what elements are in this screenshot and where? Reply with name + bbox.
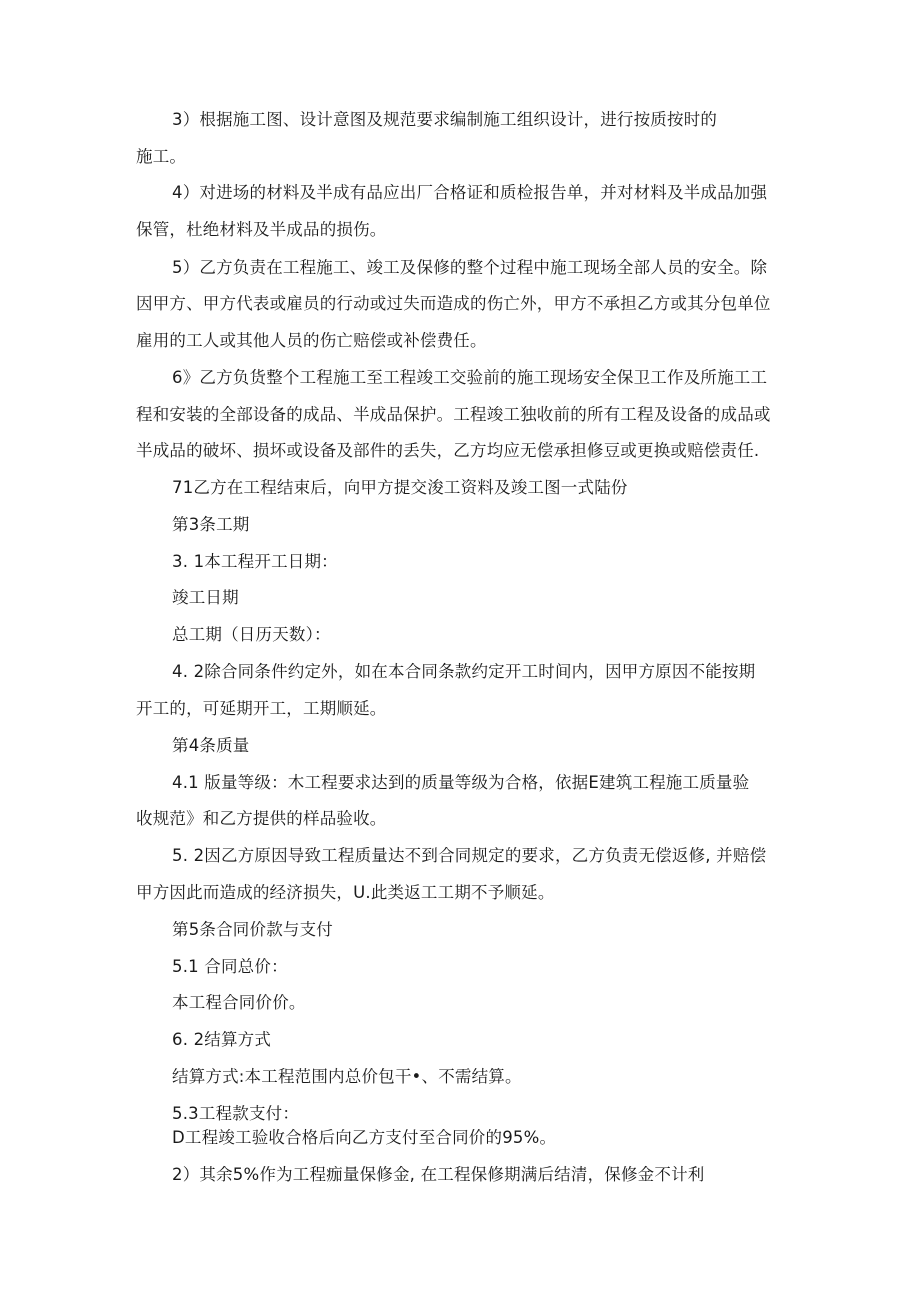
text-line: 本工程合同价价。	[172, 993, 306, 1012]
text-line: 5. 2因乙方原因导致工程质量达不到合同规定的要求，乙方负责无偿返修, 并赔偿	[172, 846, 767, 865]
text-line: 施工。	[136, 147, 187, 166]
text-line: 6. 2结算方式	[172, 1030, 272, 1049]
text-line: 5.3工程款支付：	[172, 1104, 300, 1123]
text-line: 因甲方、甲方代表或雇员的行动或过失而造成的伤亡外，甲方不承担乙方或其分包单位	[136, 294, 771, 313]
text-line: 3. 1本工程开工日期：	[172, 552, 338, 571]
section-heading: 第5条合同价款与支付	[172, 920, 333, 939]
text-line: 程和安装的全部设备的成品、半成品保护。工程竣工独收前的所有工程及设备的成品或	[136, 405, 771, 424]
text-line: 保管，杜绝材料及半成品的损伤。	[136, 220, 387, 239]
text-line: 半成品的破坏、损坏或设备及部件的丢失，乙方均应无偿承担修豆或更换或赔偿责任.	[136, 441, 760, 460]
text-line: 开工的，可延期开工，工期顺延。	[136, 699, 387, 718]
text-line: 6》乙方负货整个工程施工至工程竣工交验前的施工现场安全保卫工作及所施工工	[172, 368, 768, 387]
text-line: 结算方式:本工程范围内总价包干•、不需结算。	[172, 1067, 522, 1086]
text-line: 2）其余5%作为工程痂量保修金, 在工程保修期满后结清，保修金不计利	[172, 1165, 705, 1184]
text-line: 竣工日期	[172, 588, 239, 607]
text-line: 收规范》和乙方提供的样品验收。	[136, 809, 387, 828]
text-line: 雇用的工人或其他人员的伤亡赔偿或补偿费任。	[136, 331, 487, 350]
text-line: 4）对进场的材料及半成有品应出厂合格证和质检报告单，并对材料及半成品加强	[172, 183, 768, 202]
text-line: 4. 2除合同条件约定外，如在本合同条款约定开工时间内，因甲方原因不能按期	[172, 662, 756, 681]
text-line: 4.1 版量等级：木工程要求达到的质量等级为合格，依据E建筑工程施工质量验	[172, 773, 750, 792]
text-line: 甲方因此而造成的经济损失，U.此类返工工期不予顺延。	[136, 883, 555, 902]
section-heading: 第3条工期	[172, 515, 250, 534]
text-line: 总工期（日历天数）：	[172, 625, 331, 644]
text-line: 5）乙方负责在工程施工、竣工及保修的整个过程中施工现场全部人员的安全。除	[172, 258, 768, 277]
text-line: 5.1 合同总价：	[172, 957, 288, 976]
text-line: D工程竣工验收合格后向乙方支付至合同价的95%。	[172, 1128, 557, 1147]
text-line: 71乙方在工程结束后，向甲方提交浚工资料及竣工图一式陆份	[172, 478, 628, 497]
section-heading: 第4条质量	[172, 736, 250, 755]
text-line: 3）根据施工图、设计意图及规范要求编制施工组织设计，进行按质按时的	[172, 110, 718, 129]
